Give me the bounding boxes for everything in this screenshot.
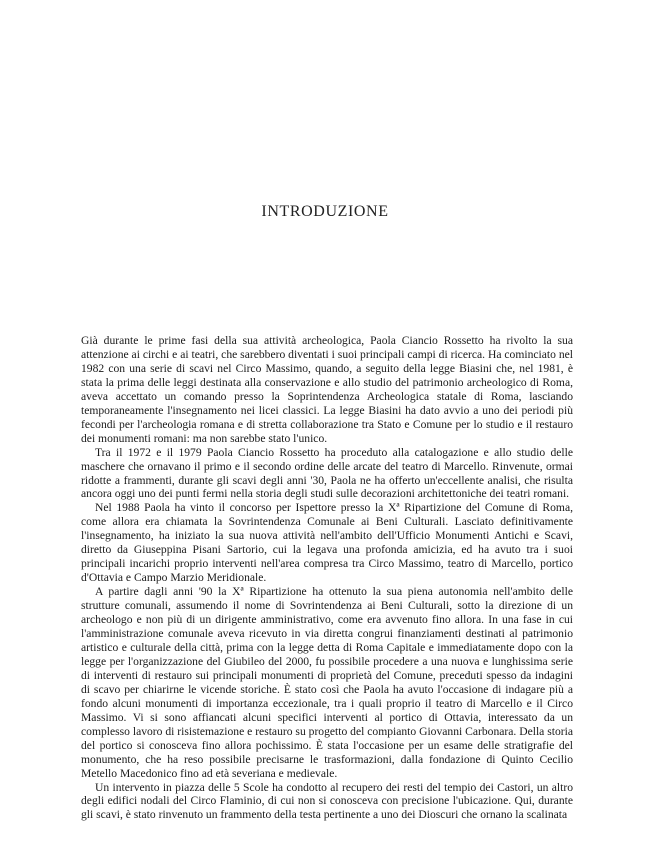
paragraph: Tra il 1972 e il 1979 Paola Ciancio Rossetto ha proceduto alla catalogazione e allo studio delle maschere che ornavano il primo e il secondo ordine delle arcate del teatro di Marcello. Rinvenute, ormai ridotte a frammenti, durante gli scavi degli anni '30, Paola ne ha offerto un'eccellente analisi, che risulta ancora oggi uno dei punti fermi nella storia degli studi sulle decorazioni architettoniche dei teatri romani. xyxy=(81,445,573,501)
paragraph: Già durante le prime fasi della sua attività archeologica, Paola Ciancio Rossetto ha rivolto la sua attenzione ai circhi e ai teatri, che sarebbero diventati i suoi principali campi di ricerca. Ha cominciato nel 1982 con una serie di scavi nel Circo Massimo, quando, a seguito della legge Biasini che, nel 1981, è stata la prima delle leggi destinata alla conservazione e allo studio del patrimonio archeologico di Roma, aveva accettato un comando presso la Soprintendenza Archeologica statale di Roma, lasciando temporaneamente l'insegnamento nei licei classici. La legge Biasini ha dato avvio a uno dei periodi più fecondi per l'archeologia romana e di stretta collaborazione tra Stato e Comune per lo studio e il restauro dei monumenti romani: ma non sarebbe stato l'unico. xyxy=(81,334,573,445)
page-title: INTRODUZIONE xyxy=(261,203,389,220)
paragraph: Un intervento in piazza delle 5 Scole ha condotto al recupero dei resti del tempio dei Castori, un altro degli edifici nodali del Circo Flaminio, di cui non si conosceva con precisione l'ubicazione. Qui, durante gli scavi, è stato rinvenuto un frammento della testa pertinente a uno dei Dioscuri che ornano la scalinata xyxy=(81,780,573,822)
paragraph: Nel 1988 Paola ha vinto il concorso per Ispettore presso la Xª Ripartizione del Comune di Roma, come allora era chiamata la Sovrintendenza Comunale ai Beni Culturali. Lasciato definitivamente l'insegnamento, ha iniziato la sua nuova attività nell'ambito dell'Ufficio Monumenti Antichi e Scavi, diretto da Giuseppina Pisani Sartorio, cui la legava una profonda amicizia, ed ha avuto tra i suoi principali incarichi proprio interventi nell'area compresa tra Circo Massimo, teatro di Marcello, portico d'Ottavia e Campo Marzio Meridionale. xyxy=(81,501,573,585)
paragraph: A partire dagli anni '90 la Xª Ripartizione ha ottenuto la sua piena autonomia nell'ambito delle strutture comunali, assumendo il nome di Sovrintendenza ai Beni Culturali, sotto la direzione di un archeologo e non più di un dirigente amministrativo, come era avvenuto fino allora. In una fase in cui l'amministrazione comunale aveva ricevuto in via diretta congrui finanziamenti destinati al patrimonio artistico e culturale della città, prima con la legge detta di Roma Capitale e immediatamente dopo con la legge per l'organizzazione del Giubileo del 2000, fu possibile procedere a una nuova e lunghissima serie di interventi di restauro sui principali monumenti di proprietà del Comune, preceduti spesso da indagini di scavo per chiarirne le vicende storiche. È stato così che Paola ha avuto l'occasione di indagare più a fondo alcuni monumenti di importanza eccezionale, tra i quali proprio il teatro di Marcello e il Circo Massimo. Vi si sono affiancati alcuni specifici interventi al portico di Ottavia, interessato da un complesso lavoro di risistemazione e restauro su progetto del compianto Giovanni Carbonara. Della storia del portico si conosceva fino allora pochissimo. È stata l'occasione per un esame delle stratigrafie del monumento, che ha reso possibile precisarne le trasformazioni, dalla fondazione di Quinto Cecilio Metello Macedonico fino ad età severiana e medievale. xyxy=(81,585,573,780)
body-text xyxy=(81,334,573,822)
